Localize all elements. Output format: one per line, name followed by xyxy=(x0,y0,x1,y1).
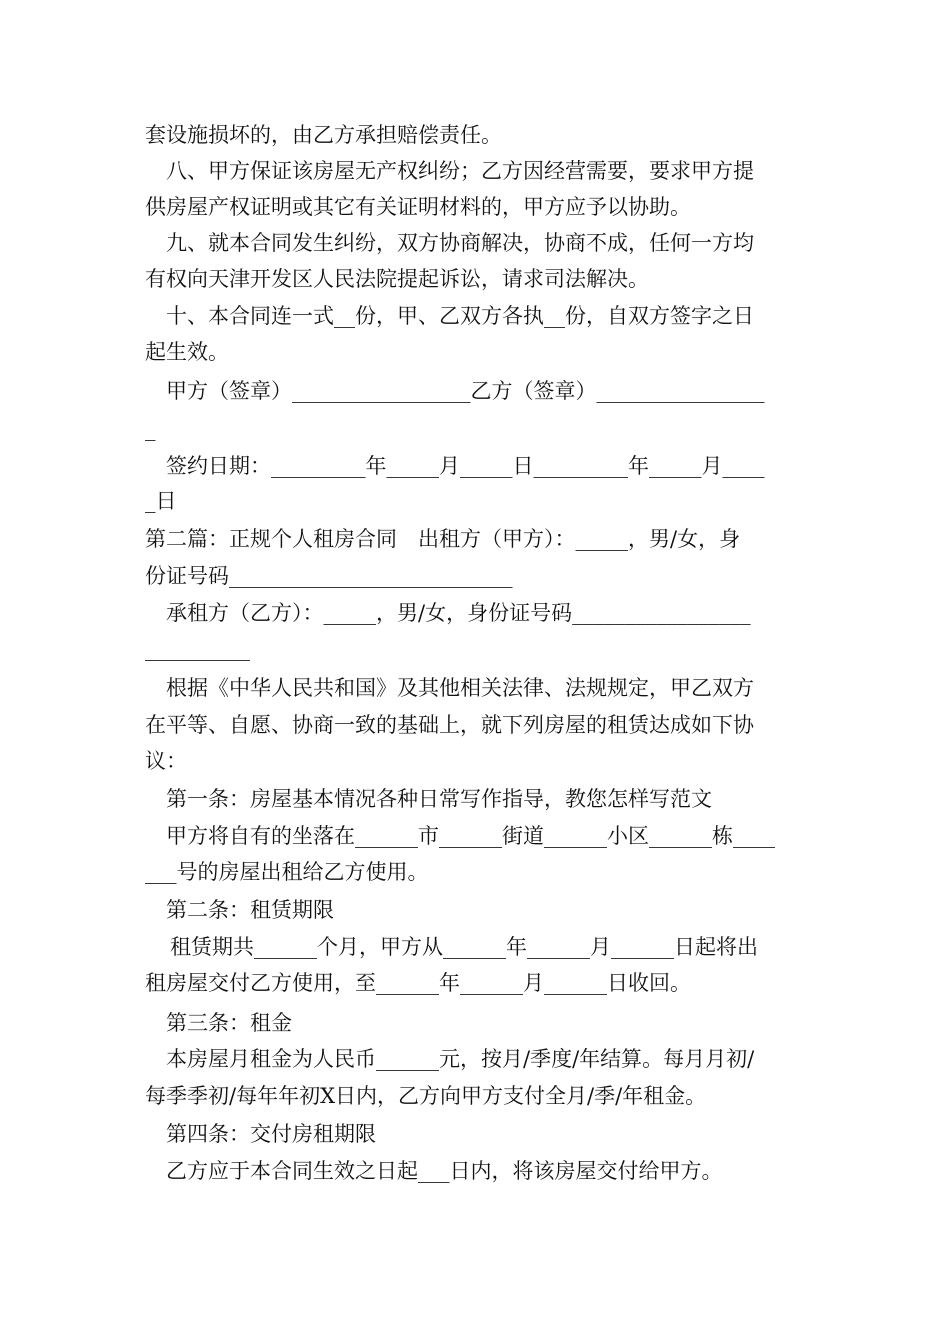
article-heading: 第三条：租金 xyxy=(166,1011,292,1035)
text-line: 八、甲方保证该房屋无产权纠纷；乙方因经营需要，要求甲方提 xyxy=(166,159,754,183)
text-line: 议： xyxy=(145,749,187,773)
text-line: 九、就本合同发生纠纷，双方协商解决，协商不成，任何一方均 xyxy=(166,231,754,255)
text-line: 十、本合同连一式__份，甲、乙双方各执__份，自双方签字之日 xyxy=(166,304,754,328)
article-heading: 第一条：房屋基本情况各种日常写作指导，教您怎样写范文 xyxy=(166,787,712,811)
text-line: 在平等、自愿、协商一致的基础上，就下列房屋的租赁达成如下协 xyxy=(145,713,754,737)
signing-date-line: 签约日期：_________年_____月_____日_________年_____月____ xyxy=(166,454,765,478)
section-title: 第二篇：正规个人租房合同 出租方（甲方）：_____，男/女，身 xyxy=(145,527,741,551)
text-line: 甲方将自有的坐落在______市______街道______小区______栋____ xyxy=(166,824,775,848)
signature-line: 甲方（签章）_________________乙方（签章）________________ xyxy=(166,379,765,403)
text-line: 租赁期共______个月，甲方从______年______月______日起将出 xyxy=(170,935,758,959)
text-line: _ xyxy=(145,417,156,441)
text-line: 供房屋产权证明或其它有关证明材料的，甲方应予以协助。 xyxy=(145,195,691,219)
article-heading: 第二条：租赁期限 xyxy=(166,898,334,922)
text-line: 起生效。 xyxy=(145,340,229,364)
text-line: 租房屋交付乙方使用，至______年______月______日收回。 xyxy=(145,971,691,995)
text-line: _日 xyxy=(145,489,177,513)
text-line: 根据《中华人民共和国》及其他相关法律、法规规定，甲乙双方 xyxy=(166,676,754,700)
text-line: 套设施损坏的，由乙方承担赔偿责任。 xyxy=(145,123,502,147)
text-line: __________ xyxy=(145,637,250,661)
text-line: 承租方（乙方）：_____，男/女，身份证号码_________________ xyxy=(166,601,751,625)
text-line: 有权向天津开发区人民法院提起诉讼，请求司法解决。 xyxy=(145,267,649,291)
text-line: 份证号码___________________________ xyxy=(145,564,513,588)
text-line: 每季季初/每年年初X日内，乙方向甲方支付全月/季/年租金。 xyxy=(145,1084,707,1108)
text-line: 本房屋月租金为人民币______元，按月/季度/年结算。每月月初/ xyxy=(166,1047,755,1071)
article-heading: 第四条：交付房租期限 xyxy=(166,1122,376,1146)
text-line: ___号的房屋出租给乙方使用。 xyxy=(145,860,429,884)
text-line: 乙方应于本合同生效之日起___日内，将该房屋交付给甲方。 xyxy=(166,1159,723,1183)
